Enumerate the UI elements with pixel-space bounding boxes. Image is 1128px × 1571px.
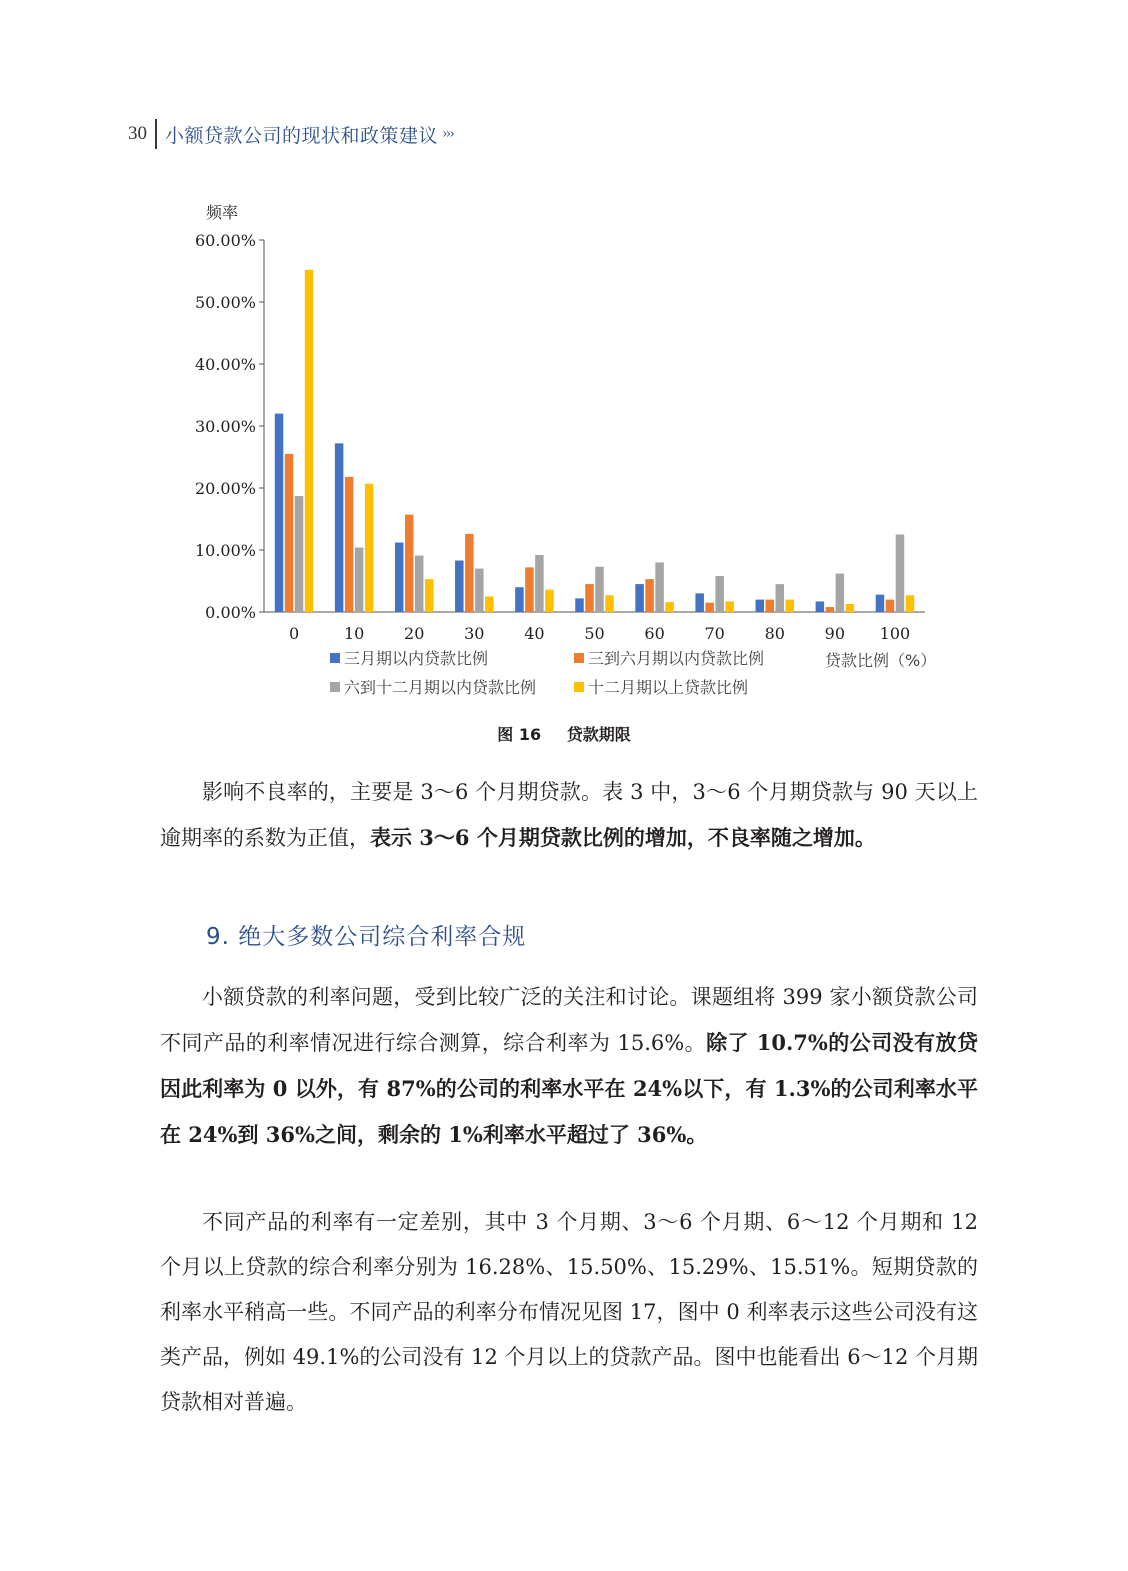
paragraph-1 xyxy=(160,770,978,861)
bar xyxy=(876,595,885,612)
paragraph-3-text: 不同产品的利率有一定差别，其中 3 个月期、3～6 个月期、6～12 个月期和 12 个月以上贷款的综合利率分别为 16.28%、15.50%、15.29%、15.51%。短期贷款的利率水平稍高一些。不同产品的利率分布情况见图 17，图中 0 利率表示这些公司没有这类产品，例如 49.1%的公司没有 12 个月以上的贷款产品。图中也能看出 6～12 个月期贷款相对普遍。 xyxy=(160,1210,978,1414)
x-axis-label: 贷款比例（%） xyxy=(825,651,937,670)
y-axis-label: 频率 xyxy=(206,203,239,222)
chevron-right-icon: ››› xyxy=(442,126,453,142)
bar xyxy=(645,579,654,612)
bar xyxy=(896,535,905,613)
bar xyxy=(836,574,845,612)
x-tick-label: 60 xyxy=(644,624,665,643)
legend-label: 六到十二月期以内贷款比例 xyxy=(344,678,537,697)
y-tick-label: 40.00% xyxy=(194,355,256,374)
legend-label: 三月期以内贷款比例 xyxy=(344,649,489,668)
x-tick-label: 20 xyxy=(404,624,425,643)
running-title: 小额贷款公司的现状和政策建议 xyxy=(165,124,439,147)
paragraph-1-text: 影响不良率的，主要是 3～6 个月期贷款。表 3 中，3～6 个月期贷款与 90 天以上逾期率的系数为正值， xyxy=(160,780,978,850)
legend-label: 十二月期以上贷款比例 xyxy=(588,678,749,697)
bar xyxy=(485,597,494,613)
page-number: 30 xyxy=(128,123,147,144)
bar xyxy=(425,579,434,612)
x-tick-label: 100 xyxy=(879,624,911,643)
figure-caption xyxy=(0,722,1128,745)
bar xyxy=(715,576,724,612)
y-tick-label: 0.00% xyxy=(205,603,256,622)
figure-number: 图 16 xyxy=(497,725,542,744)
x-tick-label: 0 xyxy=(288,624,300,643)
x-tick-label: 40 xyxy=(524,624,545,643)
bar xyxy=(465,534,474,612)
bar xyxy=(585,584,594,612)
bar xyxy=(575,598,584,612)
bar xyxy=(776,584,785,612)
bar xyxy=(906,595,915,612)
bar xyxy=(525,567,534,612)
legend-swatch xyxy=(574,653,584,663)
y-tick-label: 20.00% xyxy=(194,479,256,498)
bar xyxy=(665,602,674,612)
bar xyxy=(285,454,294,612)
legend-swatch xyxy=(330,653,340,663)
y-tick-label: 30.00% xyxy=(194,417,256,436)
paragraph-2-bold: 除了 10.7%的公司没有放贷因此利率为 0 以外，有 87%的公司的利率水平在 24%以下，有 1.3%的公司利率水平在 24%到 36%之间，剩余的 1%利率水平超过了 36%。 xyxy=(160,1030,978,1147)
bar xyxy=(705,603,714,612)
header-divider xyxy=(155,119,157,149)
legend-swatch xyxy=(330,682,340,692)
paragraph-1-bold: 表示 3～6 个月期贷款比例的增加，不良率随之增加。 xyxy=(370,825,876,850)
bar xyxy=(655,562,664,612)
bar xyxy=(415,556,424,612)
bar xyxy=(535,555,544,612)
paragraph-2-text: 小额贷款的利率问题，受到比较广泛的关注和讨论。课题组将 399 家小额贷款公司不同产品的利率情况进行综合测算，综合利率为 15.6%。 xyxy=(160,985,978,1055)
x-tick-label: 90 xyxy=(824,624,846,643)
bar xyxy=(305,270,314,612)
x-tick-label: 30 xyxy=(464,624,485,643)
bar xyxy=(455,561,464,612)
bar xyxy=(345,477,354,612)
loan-term-bar-chart xyxy=(0,190,1128,715)
x-tick-label: 50 xyxy=(584,624,605,643)
legend-label: 三到六月期以内贷款比例 xyxy=(588,649,765,668)
x-tick-label: 10 xyxy=(343,624,365,643)
bar xyxy=(846,604,855,612)
bar xyxy=(365,484,374,612)
bar xyxy=(515,587,524,612)
paragraph-2 xyxy=(160,975,978,1158)
paragraph-3 xyxy=(160,1200,978,1425)
bar xyxy=(756,600,765,612)
bar xyxy=(355,548,364,612)
y-tick-label: 10.00% xyxy=(194,541,256,560)
y-tick-label: 60.00% xyxy=(194,231,256,250)
bar xyxy=(826,607,835,612)
section-heading: 9. 绝大多数公司综合利率合规 xyxy=(206,924,527,950)
bar xyxy=(335,443,344,612)
bar xyxy=(275,414,284,612)
running-header xyxy=(128,118,453,150)
x-tick-label: 80 xyxy=(764,624,785,643)
bar xyxy=(395,543,404,612)
x-tick-label: 70 xyxy=(704,624,725,643)
legend-swatch xyxy=(574,682,584,692)
bar xyxy=(786,600,795,612)
figure-title: 贷款期限 xyxy=(566,725,631,744)
bar xyxy=(816,601,825,612)
bar xyxy=(605,595,614,612)
bar xyxy=(405,515,414,612)
bar xyxy=(886,600,895,612)
bar xyxy=(766,600,775,612)
bar xyxy=(295,496,304,612)
bar xyxy=(725,601,734,612)
bar xyxy=(695,593,704,612)
bar xyxy=(595,567,604,612)
y-tick-label: 50.00% xyxy=(194,293,256,312)
bar xyxy=(545,590,554,612)
bar xyxy=(635,584,644,612)
bar xyxy=(475,569,484,612)
